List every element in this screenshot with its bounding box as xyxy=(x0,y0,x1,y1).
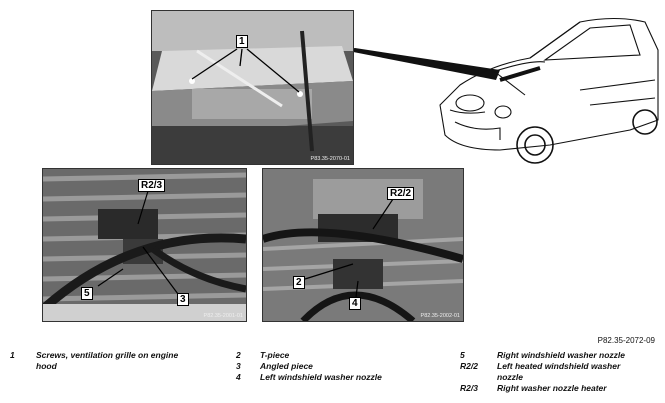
legend-number: 3 xyxy=(236,361,241,371)
legend-text: Left heated windshield washer nozzle xyxy=(497,361,621,382)
legend-column-2 xyxy=(236,350,436,390)
callout-r2-2: R2/2 xyxy=(387,187,414,200)
photo-left-heated-nozzle xyxy=(262,168,464,322)
legend-number: R2/3 xyxy=(460,383,478,393)
car-illustration xyxy=(430,10,660,170)
legend-number: 4 xyxy=(236,372,241,382)
callout-2: 2 xyxy=(293,276,305,289)
photo-reference: P83.35-2070-01 xyxy=(310,156,350,162)
legend-text: Screws, ventilation grille on engine hood xyxy=(36,350,179,371)
callout-5: 5 xyxy=(81,287,93,300)
photo-right-nozzle-heater xyxy=(42,168,247,322)
callout-3: 3 xyxy=(177,293,189,306)
callout-r2-3: R2/3 xyxy=(138,179,165,192)
callout-1: 1 xyxy=(236,35,248,48)
figure-reference: P82.35-2072-09 xyxy=(597,336,655,345)
legend-number: 1 xyxy=(10,350,15,360)
legend-text: T-piece xyxy=(260,350,290,360)
legend-number: R2/2 xyxy=(460,361,478,371)
legend-text: Right washer nozzle heater xyxy=(497,383,607,393)
photo-reference: P82.35-2001-01 xyxy=(203,313,243,319)
legend-column-3 xyxy=(460,350,660,400)
photo-ventilation-grille xyxy=(151,10,354,165)
callout-4: 4 xyxy=(349,297,361,310)
legend-text: Left windshield washer nozzle xyxy=(260,372,382,382)
legend-column-1 xyxy=(10,350,210,390)
legend-number: 5 xyxy=(460,350,465,360)
legend-number: 2 xyxy=(236,350,241,360)
photo-reference: P82.35-2002-01 xyxy=(420,313,460,319)
legend-text: Angled piece xyxy=(260,361,313,371)
legend-text: Right windshield washer nozzle xyxy=(497,350,625,360)
